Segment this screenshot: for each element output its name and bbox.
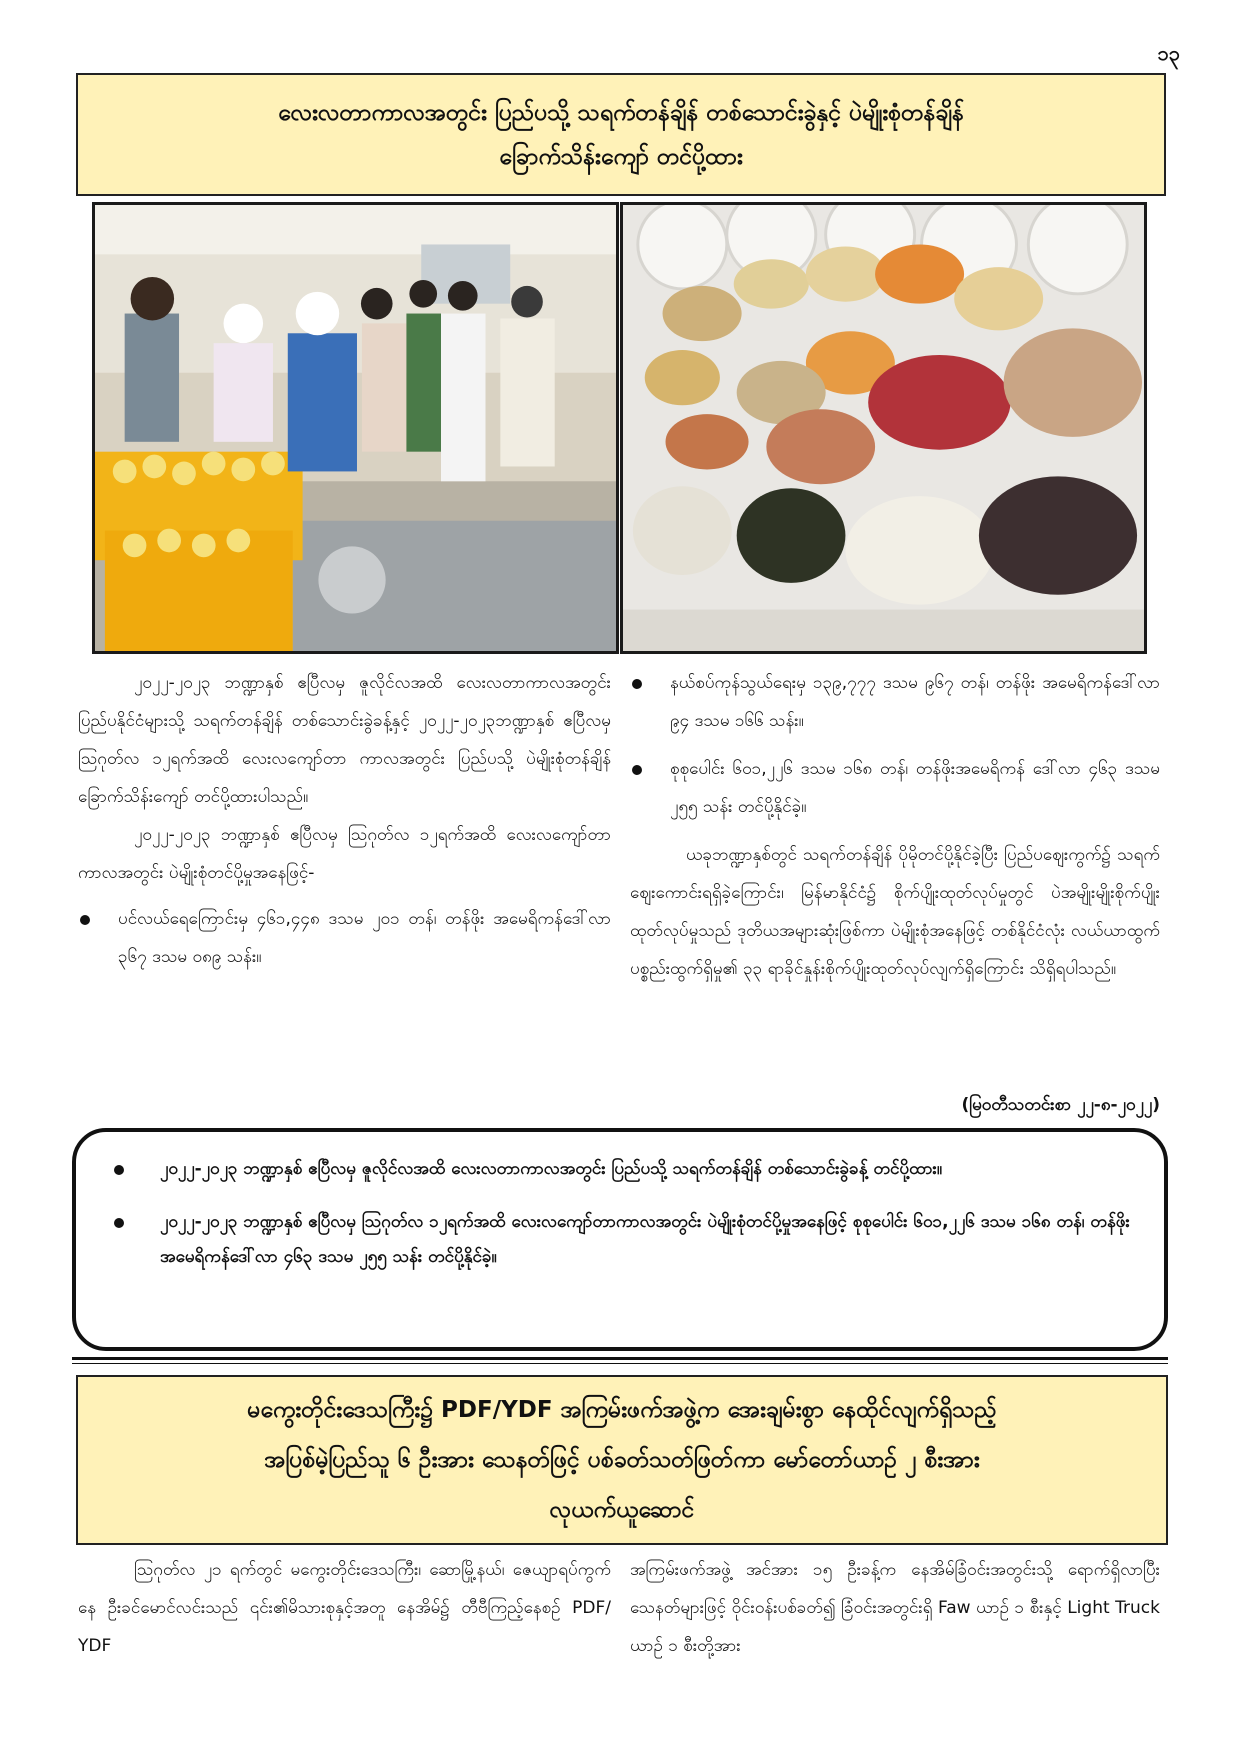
section-divider xyxy=(72,1363,1168,1364)
summary-item-text: ၂၀၂၂-၂၀၂၃ ဘဏ္ဍာနှစ် ဧပြီလမှ ဇူလိုင်လအထိ လေးလတာကာလအတွင်း ပြည်ပသို့ သရက်တန်ချိန် တစ်သောင်းခွဲခန့် တင်ပို့ထား။ xyxy=(160,1159,943,1179)
article-paragraph: ၂၀၂၂-၂၀၂၃ ဘဏ္ဍာနှစ် ဧပြီလမှ ဇူလိုင်လအထိ လေးလတာကာလအတွင်း ပြည်ပနိုင်ငံများသို့ သရက်တန်ချိန် တစ်သောင်းခွဲခန့်နှင့် ၂၀၂၂-၂၀၂၃ဘဏ္ဍာနှစ် ဧပြီလမှ ဩဂုတ်လ ၁၂ရက်အထိ လေးလကျော်တာ ကာလအတွင်း ပြည်ပသို့ ပဲမျိုးစုံတန်ချိန် ခြောက်သိန်းကျော် တင်ပို့ထားပါသည်။ xyxy=(78,673,611,807)
headline-line: ခြောက်သိန်းကျော် တင်ပို့ထား xyxy=(499,143,743,170)
photo-pulses-sacks xyxy=(620,202,1147,654)
headline-line: လုယက်ယူဆောင် xyxy=(549,1497,695,1523)
photo-mango-packing xyxy=(92,202,619,654)
headline-magway-attack xyxy=(76,1375,1168,1545)
section-divider xyxy=(72,1357,1168,1360)
headline-line: အပြစ်မဲ့ပြည်သူ ၆ ဦးအား သေနတ်ဖြင့် ပစ်ခတ်သတ်ဖြတ်ကာ မော်တော်ယာဉ် ၂ စီးအား xyxy=(264,1447,980,1473)
summary-item xyxy=(108,1205,1134,1275)
headline-line: မကွေးတိုင်းဒေသကြီး၌ PDF/YDF အကြမ်းဖက်အဖွဲ့က အေးချမ်းစွာ နေထိုင်လျက်ရှိသည့် xyxy=(247,1397,997,1423)
bullet-icon xyxy=(114,1218,124,1228)
article-paragraph: ယခုဘဏ္ဍာနှစ်တွင် သရက်တန်ချိန် ပိုမိုတင်ပို့နိုင်ခဲ့ပြီး ပြည်ပဈေးကွက်၌ သရက်ဈေးကောင်းရရှိခဲ့ကြောင်း၊ မြန်မာနိုင်ငံ၌ စိုက်ပျိုးထုတ်လုပ်မှုတွင် ပဲအမျိုးမျိုးစိုက်ပျိုးထုတ်လုပ်မှုသည် ဒုတိယအများဆုံးဖြစ်ကာ ပဲမျိုးစုံအနေဖြင့် တစ်နိုင်ငံလုံး လယ်ယာထွက်ပစ္စည်းထွက်ရှိမှု၏ ၃၃ ရာခိုင်နှုန်းစိုက်ပျိုးထုတ်လုပ်လျက်ရှိကြောင်း သိရှိရပါသည်။ xyxy=(630,845,1160,979)
article2-column-left: ဩဂုတ်လ ၂၁ ရက်တွင် မကွေးတိုင်းဒေသကြီး၊ ဆောမြို့နယ်၊ ဇေယျာရပ်ကွက်နေ ဦးခင်မောင်လင်းသည် ၎င်း၏မိသားစုနှင့်အတူ နေအိမ်၌ တီဗီကြည့်နေစဉ် PDF/ YDF xyxy=(78,1560,611,1656)
bullet-icon xyxy=(80,915,90,925)
list-item xyxy=(630,664,1160,740)
list-item-text: နယ်စပ်ကုန်သွယ်ရေးမှ ၁၃၉,၇၇၇ ဒသမ ၉၆၇ တန်၊ တန်ဖိုး အမေရိကန်ဒေါ်လာ ၉၄ ဒသမ ၁၆၆ သန်း။ xyxy=(670,673,1160,731)
article-source: (မြဝတီသတင်းစာ ၂၂-၈-၂၀၂၂) xyxy=(961,1095,1160,1115)
headline-line: လေးလတာကာလအတွင်း ပြည်ပသို့ သရက်တန်ချိန် တစ်သောင်းခွဲနှင့် ပဲမျိုးစုံတန်ချိန် xyxy=(278,99,964,126)
bullet-icon xyxy=(632,679,642,689)
summary-item-text: ၂၀၂၂-၂၀၂၃ ဘဏ္ဍာနှစ် ဧပြီလမှ ဩဂုတ်လ ၁၂ရက်အထိ လေးလကျော်တာကာလအတွင်း ပဲမျိုးစုံတင်ပို့မှုအနေဖြင့် စုစုပေါင်း ၆၀၁,၂၂၆ ဒသမ ၁၆၈ တန်၊ တန်ဖိုး အမေရိကန်ဒေါ်လာ ၄၆၃ ဒသမ ၂၅၅ သန်း တင်ပို့နိုင်ခဲ့။ xyxy=(160,1212,1130,1267)
bullet-icon xyxy=(114,1165,124,1175)
summary-item xyxy=(108,1152,1134,1187)
article2-column-right: အကြမ်းဖက်အဖွဲ့ အင်အား ၁၅ ဦးခန့်က နေအိမ်ခြံဝင်းအတွင်းသို့ ရောက်ရှိလာပြီး သေနတ်များဖြင့် ဝိုင်းဝန်းပစ်ခတ်၍ ခြံဝင်းအတွင်းရှိ Faw ယာဉ် ၁ စီးနှင့် Light Truck ယာဉ် ၁ စီးတို့အား xyxy=(630,1560,1160,1656)
headline-mango-pulses-export xyxy=(76,73,1166,196)
article1-column-right xyxy=(630,664,1160,988)
bullet-icon xyxy=(632,765,642,775)
list-item xyxy=(78,900,611,976)
list-item-text: စုစုပေါင်း ၆၀၁,၂၂၆ ဒသမ ၁၆၈ တန်၊ တန်ဖိုးအမေရိကန် ဒေါ်လာ ၄၆၃ ဒသမ ၂၅၅ သန်း တင်ပို့နိုင်ခဲ့။ xyxy=(670,759,1160,817)
article1-column-left xyxy=(78,664,611,976)
list-item xyxy=(630,750,1160,826)
summary-box xyxy=(72,1128,1168,1351)
page-number: ၁၃ xyxy=(1157,41,1180,65)
article-paragraph: ၂၀၂၂-၂၀၂၃ ဘဏ္ဍာနှစ် ဧပြီလမှ ဩဂုတ်လ ၁၂ရက်အထိ လေးလကျော်တာကာလအတွင်း ပဲမျိုးစုံတင်ပို့မှုအနေဖြင့်- xyxy=(78,825,611,883)
list-item-text: ပင်လယ်ရေကြောင်းမှ ၄၆၁,၄၄၈ ဒသမ ၂၀၁ တန်၊ တန်ဖိုး အမေရိကန်ဒေါ်လာ ၃၆၇ ဒသမ ၀၈၉ သန်း။ xyxy=(118,909,611,967)
